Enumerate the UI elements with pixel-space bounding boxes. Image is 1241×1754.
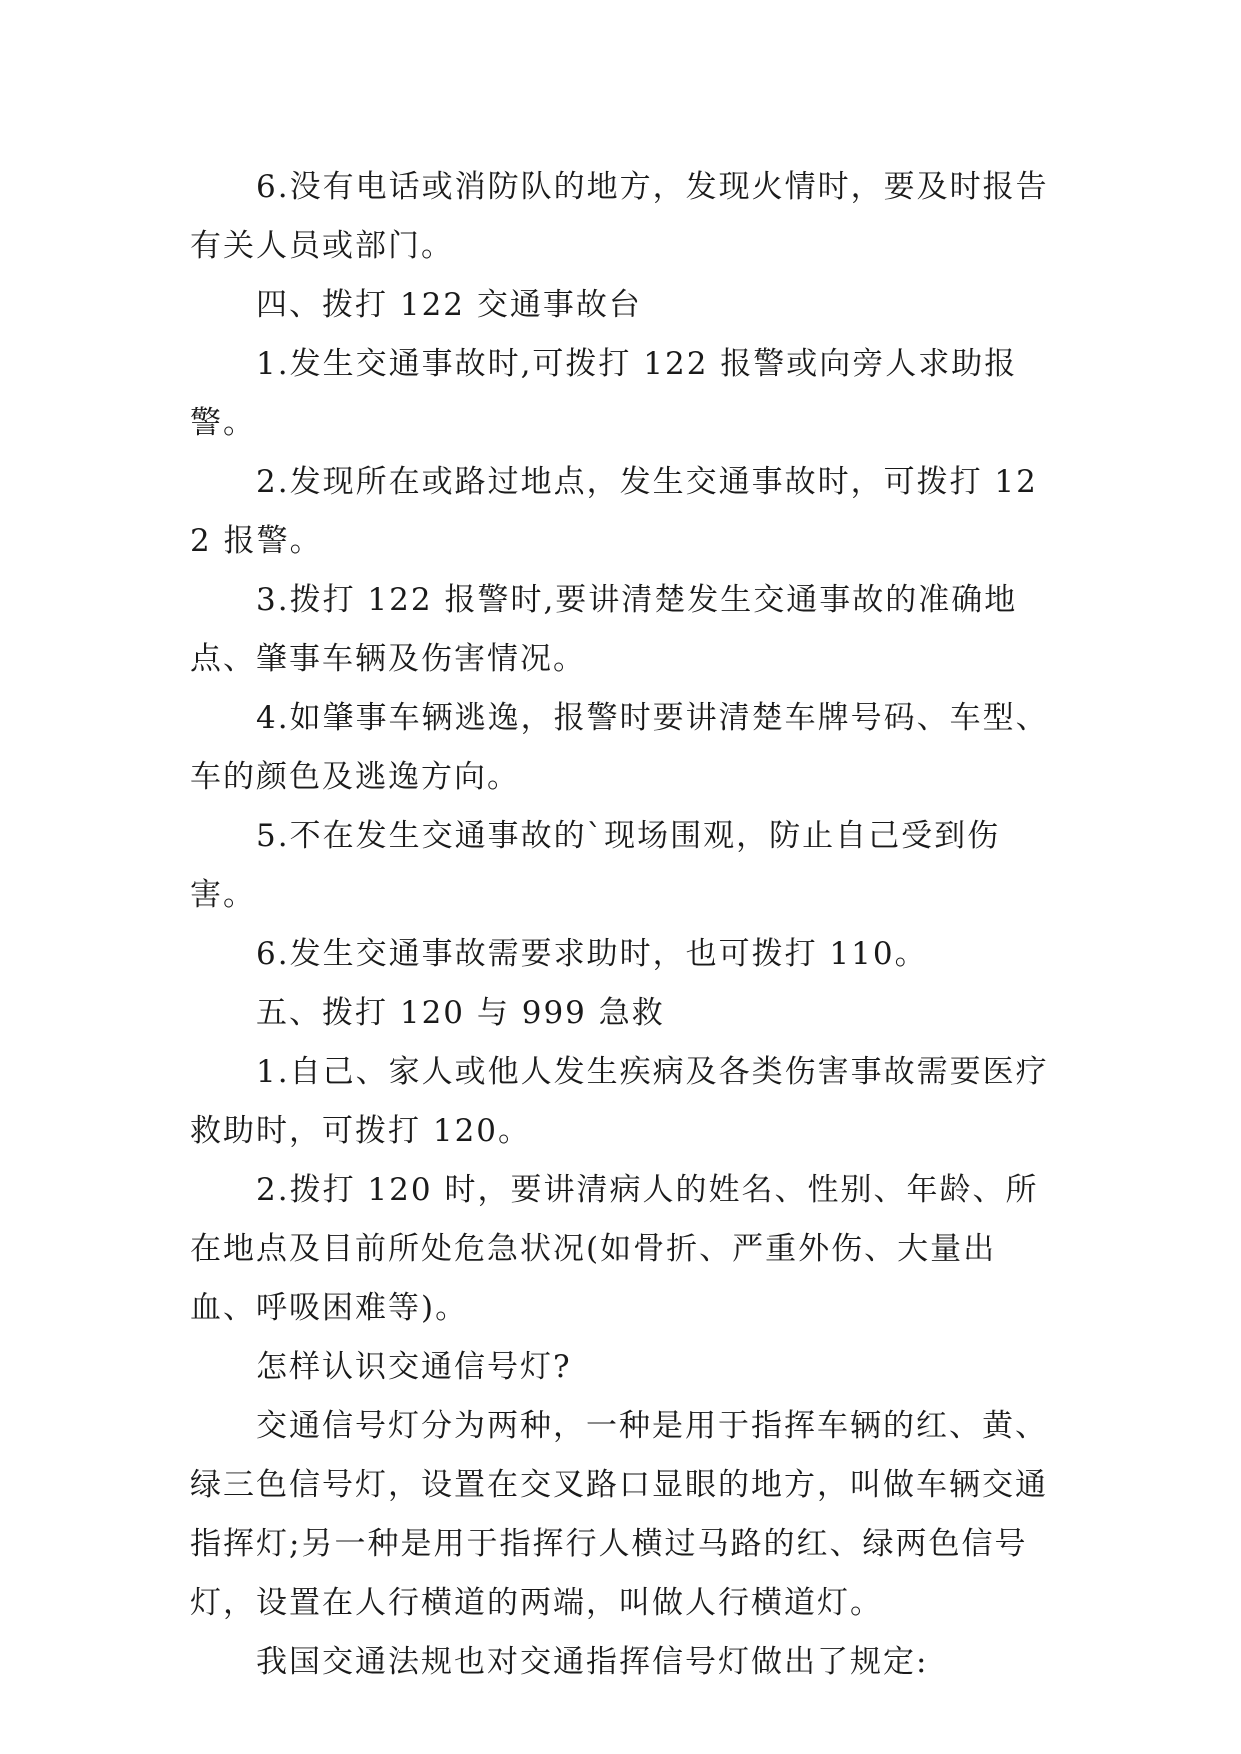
paragraph-122-item-4: 4.如肇事车辆逃逸，报警时要讲清楚车牌号码、车型、车的颜色及逃逸方向。 bbox=[190, 700, 1049, 795]
section-heading-120-999: 五、拨打 120 与 999 急救 bbox=[256, 995, 665, 1031]
paragraph-122-item-6: 6.发生交通事故需要求助时，也可拨打 110。 bbox=[256, 936, 928, 972]
paragraph-122-item-2: 2.发现所在或路过地点，发生交通事故时，可拨打 122 报警。 bbox=[190, 464, 1038, 559]
paragraph-traffic-lights-types: 交通信号灯分为两种，一种是用于指挥车辆的红、黄、绿三色信号灯，设置在交叉路口显眼的地方，叫做车辆交通指挥灯;另一种是用于指挥行人横过马路的红、绿两色信号灯，设置在人行横道的两端，叫做人行横道灯。 bbox=[190, 1408, 1048, 1621]
section-heading-122: 四、拨打 122 交通事故台 bbox=[256, 287, 642, 323]
paragraph-120-item-2: 2.拨打 120 时，要讲清病人的姓名、性别、年龄、所在地点及目前所处危急状况(如骨折、严重外伤、大量出血、呼吸困难等)。 bbox=[190, 1172, 1039, 1326]
paragraph-120-item-1: 1.自己、家人或他人发生疾病及各类伤害事故需要医疗救助时，可拨打 120。 bbox=[190, 1054, 1049, 1149]
paragraph-122-item-3: 3.拨打 122 报警时,要讲清楚发生交通事故的准确地点、肇事车辆及伤害情况。 bbox=[190, 582, 1018, 677]
paragraph-122-item-1: 1.发生交通事故时,可拨打 122 报警或向旁人求助报警。 bbox=[190, 346, 1018, 441]
paragraph-traffic-regulations: 我国交通法规也对交通指挥信号灯做出了规定: bbox=[256, 1644, 929, 1680]
paragraph-fire-report: 6.没有电话或消防队的地方，发现火情时，要及时报告有关人员或部门。 bbox=[190, 169, 1049, 264]
document-body bbox=[190, 158, 1050, 1692]
question-traffic-lights: 怎样认识交通信号灯? bbox=[256, 1349, 572, 1385]
paragraph-122-item-5: 5.不在发生交通事故的`现场围观，防止自己受到伤害。 bbox=[190, 818, 1001, 913]
